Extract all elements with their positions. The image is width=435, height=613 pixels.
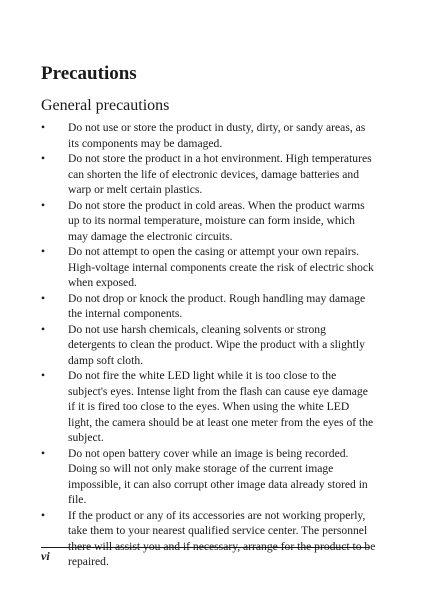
precaution-text: Do not drop or knock the product. Rough handling may damage the internal components.: [68, 291, 366, 320]
page-title: Precautions: [41, 63, 137, 84]
precaution-text: Do not store the product in cold areas. When the product warms up to its normal temperature, moisture can form inside, which may damage the electronic circuits.: [68, 198, 365, 243]
precaution-item: [41, 120, 376, 151]
precaution-text: Do not store the product in a hot environment. High temperatures can shorten the life of electronic devices, damage batteries and warp or melt certain plastics.: [68, 152, 372, 196]
section-title-general-precautions: General precautions: [41, 97, 170, 114]
precaution-text: Do not fire the white LED light while it is too close to the subject's eyes. Intense light from the flash can cause eye damage if it is fired too close to the eyes. When using the white LED light, the camera should be at least one meter from the eyes of the subject.: [68, 369, 374, 444]
bullet-icon: •: [41, 291, 46, 305]
bullet-icon: •: [41, 508, 46, 522]
bullet-icon: •: [41, 369, 46, 382]
bullet-icon: •: [41, 322, 46, 336]
precaution-item: [41, 151, 376, 198]
precaution-item: [41, 291, 376, 322]
page-number: vi: [41, 549, 50, 563]
footer-divider: [41, 547, 370, 548]
precaution-item: [41, 198, 376, 245]
precaution-text: If the product or any of its accessories are not working properly, take them to your nearest qualified service center. The personnel there will assist you and if necessary, arrange for the product to be repaired.: [68, 508, 376, 568]
bullet-icon: •: [41, 446, 46, 460]
bullet-icon: •: [41, 245, 46, 258]
precaution-item: [41, 244, 376, 291]
precaution-text: Do not use or store the product in dusty, dirty, or sandy areas, as its components may be damaged.: [68, 121, 366, 150]
precautions-list: [41, 120, 376, 570]
bullet-icon: •: [41, 152, 46, 165]
precaution-item: [41, 322, 376, 369]
precaution-item: [41, 446, 376, 508]
precaution-item: [41, 368, 376, 446]
precaution-text: Do not use harsh chemicals, cleaning solvents or strong detergents to clean the product. Wipe the product with a slightly damp soft cloth.: [68, 322, 365, 367]
bullet-icon: •: [41, 121, 46, 134]
precaution-text: Do not open battery cover while an image is being recorded. Doing so will not only make storage of the current image impossible, it can also corrupt other image data already stored in file.: [68, 446, 368, 506]
bullet-icon: •: [41, 198, 46, 212]
precaution-item: [41, 508, 376, 570]
precaution-text: Do not attempt to open the casing or attempt your own repairs. High-voltage internal components create the risk of electric shock when exposed.: [68, 245, 374, 289]
